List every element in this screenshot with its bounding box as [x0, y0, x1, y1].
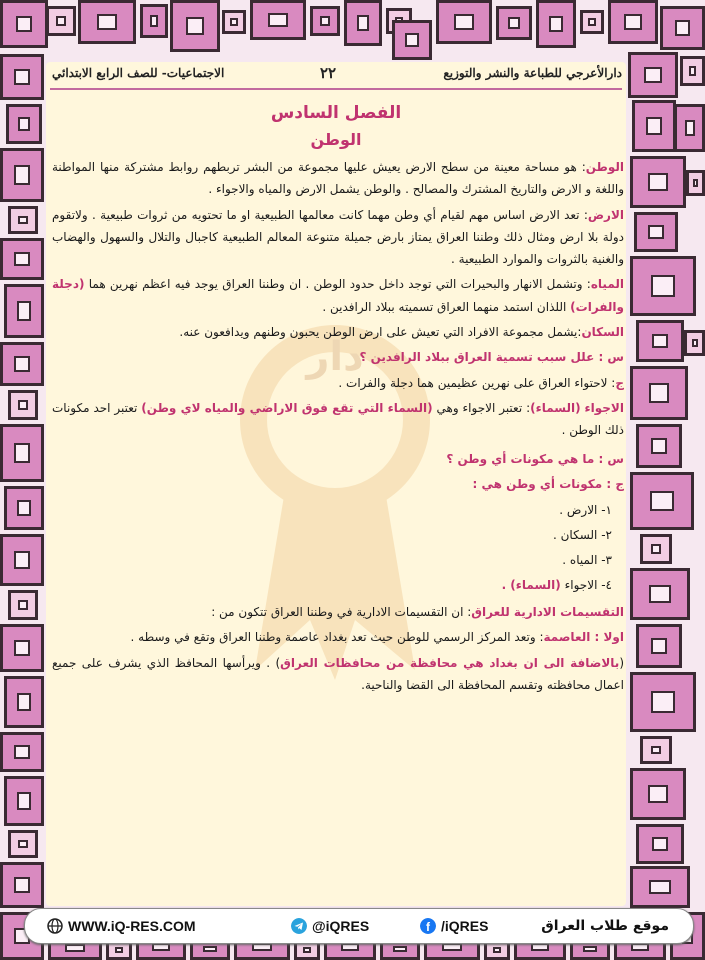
answer-2 — [52, 473, 624, 495]
subject-label: الاجتماعيات- للصف الرابع الابتدائي — [52, 66, 225, 80]
term-ajwaa: الاجواء — [584, 400, 624, 415]
highlight-baghdad: بالاضافة الى ان بغداد هي محافظة من محافظات العراق — [280, 655, 620, 670]
text-watan: : هو مساحة معينة من سطح الارض يعيش عليها مجموعة من البشر تربطهم روابط مشتركة منها المواطنة واللغة و الارض والتاريخ المشترك والمصالح . والوطن يشمل الارض والمياه والاجواء . — [52, 160, 624, 197]
question-1-text: س : علل سبب تسمية العراق ببلاد الرافدين ؟ — [359, 350, 624, 365]
text-ajwaa-2: تعتبر احد مكونات ذلك الوطن . — [52, 400, 624, 438]
list-item-text: ٤- الاجواء — [564, 578, 612, 593]
footer-bar — [24, 908, 694, 944]
paragraph-ajwaa — [52, 397, 624, 442]
answer-1 — [52, 372, 624, 394]
list-item: ٢- السكان . — [552, 528, 612, 543]
text-miyah-1: : وتشمل الانهار والبحيرات التي توجد داخل حدود الوطن . ان وطننا العراق يوجد فيه اعظم نهرين هما — [84, 277, 591, 292]
question-1 — [52, 346, 624, 368]
text-divisions: : ان التقسيمات الادارية في وطننا العراق تتكون من : — [211, 605, 472, 620]
paragraph-watan — [52, 156, 624, 201]
page-header — [52, 64, 622, 86]
paragraph-capital — [52, 626, 624, 648]
paragraph-ard — [52, 204, 624, 271]
paragraph-sukkan — [52, 321, 624, 343]
paragraph-addition — [52, 652, 624, 697]
term-divisions: التقسيمات الادارية للعراق — [471, 605, 624, 620]
text-capital: : وتعد المركز الرسمي للوطن حيث تعد بغداد عاصمة وطننا العراق وتقع في وسطه . — [130, 630, 544, 645]
header-divider — [50, 88, 622, 90]
term-watan: الوطن — [585, 160, 624, 174]
text-addition-1: ( — [619, 655, 624, 670]
term-capital: اولا : العاصمة — [543, 630, 624, 645]
text-ajwaa-1: : تعتبر الاجواء وهي — [432, 400, 531, 415]
svg-text:دار: دار — [306, 334, 364, 380]
text-ard: : تعد الارض اساس مهم لقيام أي وطن مهما كانت معالمها الطبيعية او ما تحتويه من ثروات طبيعية . ولاتقوم دولة بلا ارض ومثال ذلك وطننا العراق يمتاز بارض جميلة متنوعة المعالم الطبيعية كاجبال والتلال والسهول والهضاب والغنية بالثروات والموارد الطبيعية . — [52, 207, 624, 267]
answer-1-label: ج — [615, 375, 624, 390]
term-sukkan: السكان — [581, 325, 624, 340]
website-text: WWW.iQ-RES.COM — [68, 918, 196, 934]
facebook-icon — [420, 918, 436, 934]
text-sukkan: :يشمل مجموعة الافراد التي تعيش على ارض الوطن يحبون وطنهم ويدافعون عنه. — [179, 325, 582, 340]
facebook-text: /iQRES — [441, 918, 489, 934]
publisher-name: دارالأعرجي للطباعة والنشر والتوزيع — [443, 66, 622, 80]
text-addition-2: ) . ويرأسها المحافظ الذي يشرف على جميع اعمال محافظته وتقسم المحافظة الى القضا والناحية. — [52, 655, 624, 693]
question-2 — [52, 448, 624, 470]
list-item — [52, 573, 612, 598]
telegram-icon — [291, 918, 307, 934]
svg-text:f: f — [426, 920, 430, 934]
list-item-highlight: (السماء) . — [501, 578, 561, 593]
term-ard: الارض — [587, 207, 624, 222]
paragraph-miyah — [52, 273, 624, 318]
website-link[interactable] — [47, 917, 196, 935]
site-name: موقع طلاب العراق — [541, 918, 669, 934]
question-2-text: س : ما هي مكونات أي وطن ؟ — [446, 451, 624, 466]
term-ajwaa-2: (السماء) — [530, 400, 581, 415]
telegram-link[interactable] — [291, 917, 369, 935]
components-list — [52, 498, 624, 598]
facebook-link[interactable] — [420, 917, 488, 935]
telegram-text: @iQRES — [312, 918, 370, 934]
answer-1-text: : لاحتواء العراق على نهرين عظيمين هما دجلة والفرات . — [338, 375, 616, 390]
globe-icon — [47, 918, 63, 934]
paragraph-divisions — [52, 601, 624, 623]
page-number: ٢٢ — [320, 64, 337, 82]
lesson-body — [52, 156, 624, 699]
term-miyah: المياه — [590, 277, 624, 292]
answer-2-text: ج : مكونات أي وطن هي : — [472, 476, 624, 491]
highlight-sky: (السماء التي تقع فوق الاراضي والمياه لاي وطن) — [141, 400, 433, 415]
chapter-title: الفصل السادس — [270, 103, 402, 123]
list-item: ١- الارض . — [559, 503, 612, 518]
highlight-rivers: (دجلة والفرات) — [52, 277, 624, 314]
chapter-subtitle: الوطن — [310, 130, 362, 149]
list-item: ٣- المياه . — [562, 553, 612, 568]
text-miyah-2: اللذان استمد منهما العراق تسميته ببلاد الرافدين . — [322, 299, 571, 314]
